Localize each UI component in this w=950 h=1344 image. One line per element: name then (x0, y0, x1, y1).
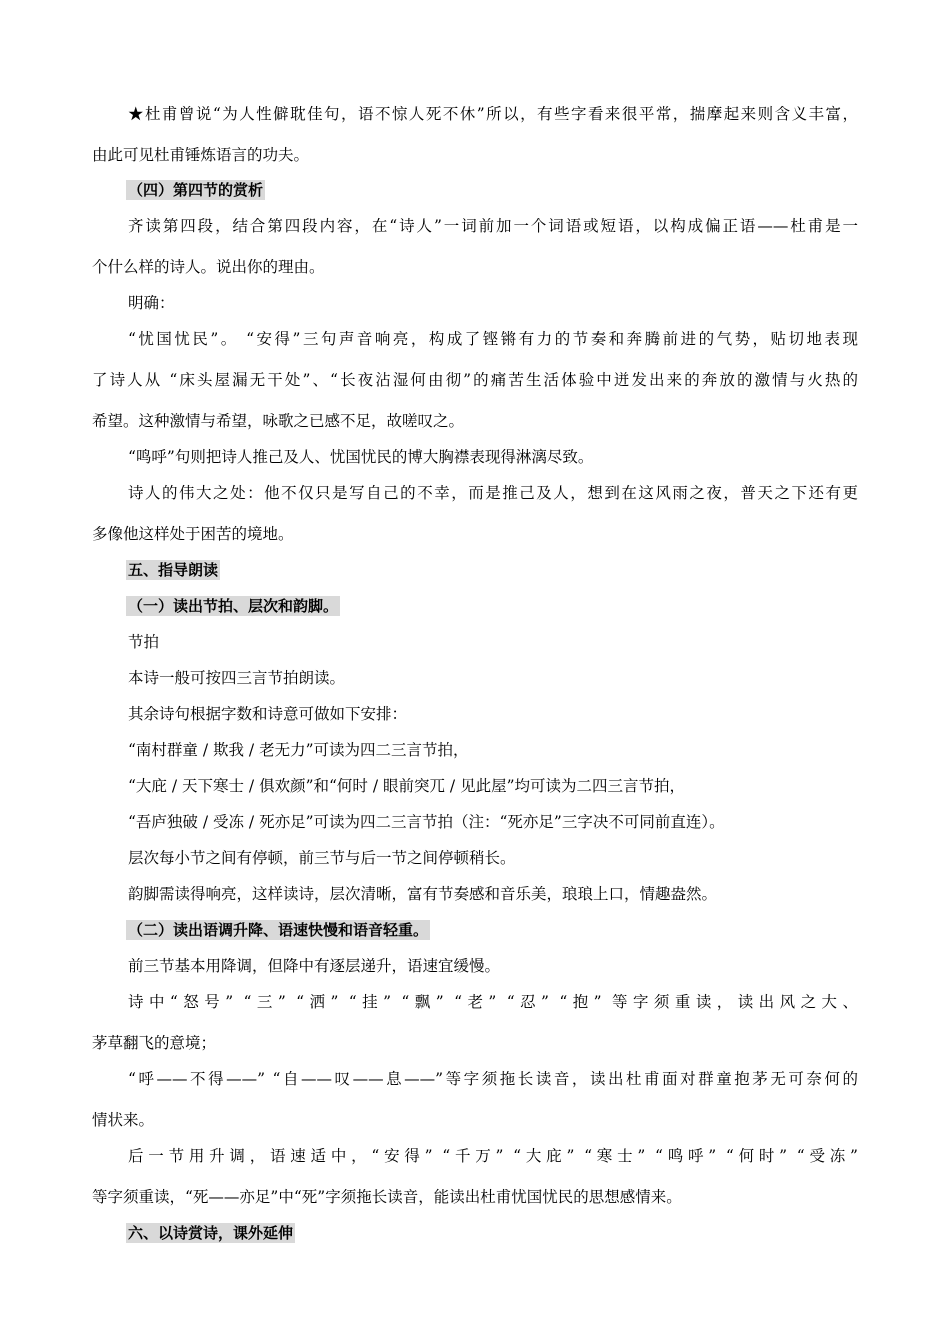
paragraph-line: 诗人的伟大之处：他不仅只是写自己的不幸，而是推己及人，想到在这风雨之夜，普天之下还有更 (128, 484, 858, 502)
paragraph-line: 情状来。 (92, 1111, 155, 1129)
part-heading: 五、指导朗读 (128, 561, 219, 579)
paragraph-line: “大庇 / 天下寒士 / 俱欢颜”和“何时 / 眼前突兀 / 见此屋”均可读为二四三言节拍， (128, 777, 686, 795)
paragraph-line: 诗中“怒号” “三” “洒” “挂” “飘” “老” “忍” “抱” 等字须重读，读出风之大、 (128, 993, 858, 1011)
paragraph-line: 前三节基本用降调，但降中有逐层递升，语速宜缓慢。 (128, 957, 501, 975)
paragraph-line: 韵脚需读得响亮，这样读诗，层次清晰，富有节奏感和音乐美，琅琅上口，情趣盎然。 (128, 885, 718, 903)
paragraph-line: “吾庐独破 / 受冻 / 死亦足”可读为四二三言节拍（注：“死亦足”三字决不可同前直连）。 (128, 813, 725, 831)
paragraph-line: 茅草翻飞的意境； (92, 1034, 217, 1052)
paragraph-line: 本诗一般可按四三言节拍朗读。 (128, 669, 346, 687)
paragraph-line: 齐读第四段，结合第四段内容，在“诗人”一词前加一个词语或短语，以构成偏正语——杜甫是一 (128, 217, 858, 235)
paragraph-line: 希望。这种激情与希望，咏歌之已感不足，故嗟叹之。 (92, 412, 465, 430)
paragraph-line: 后一节用升调，语速适中，“安得” “千万” “大庇” “寒士” “鸣呼” “何时” “受冻” (128, 1147, 858, 1165)
paragraph-line: 由此可见杜甫锤炼语言的功夫。 (92, 146, 310, 164)
paragraph-line: ★杜甫曾说“为人性僻耽佳句，语不惊人死不休”所以，有些字看来很平常，揣摩起来则含义丰富， (128, 105, 858, 123)
paragraph-line: 多像他这样处于困苦的境地。 (92, 525, 294, 543)
paragraph-line: “忧国忧民”。 “安得”三句声音响亮，构成了铿锵有力的节奏和奔腾前进的气势，贴切地表现 (128, 330, 858, 348)
part-heading: 六、以诗赏诗，课外延伸 (128, 1224, 294, 1242)
section-heading: （四）第四节的赏析 (128, 181, 264, 199)
paragraph-line: 了诗人从 “床头屋漏无干处”、“长夜沾湿何由彻”的痛苦生活体验中迸发出来的奔放的激情与火热的 (92, 371, 858, 389)
paragraph-line: 个什么样的诗人。说出你的理由。 (92, 258, 325, 276)
paragraph-line: 等字须重读，“死——亦足”中“死”字须拖长读音，能读出杜甫忧国忧民的思想感情来。 (92, 1188, 682, 1206)
paragraph-line: 节拍 (128, 633, 160, 651)
paragraph-line: 明确： (128, 294, 175, 312)
paragraph-line: “呼——不得——” “自——叹——息——”等字须拖长读音，读出杜甫面对群童抱茅无可奈何的 (128, 1070, 858, 1088)
paragraph-line: “南村群童 / 欺我 / 老无力”可读为四二三言节拍， (128, 741, 469, 759)
paragraph-line: “鸣呼”句则把诗人推己及人、忧国忧民的博大胸襟表现得淋漓尽致。 (128, 448, 594, 466)
subsection-heading: （一）读出节拍、层次和韵脚。 (128, 597, 339, 615)
paragraph-line: 其余诗句根据字数和诗意可做如下安排： (128, 705, 408, 723)
paragraph-line: 层次每小节之间有停顿，前三节与后一节之间停顿稍长。 (128, 849, 516, 867)
subsection-heading: （二）读出语调升降、语速快慢和语音轻重。 (128, 921, 429, 939)
